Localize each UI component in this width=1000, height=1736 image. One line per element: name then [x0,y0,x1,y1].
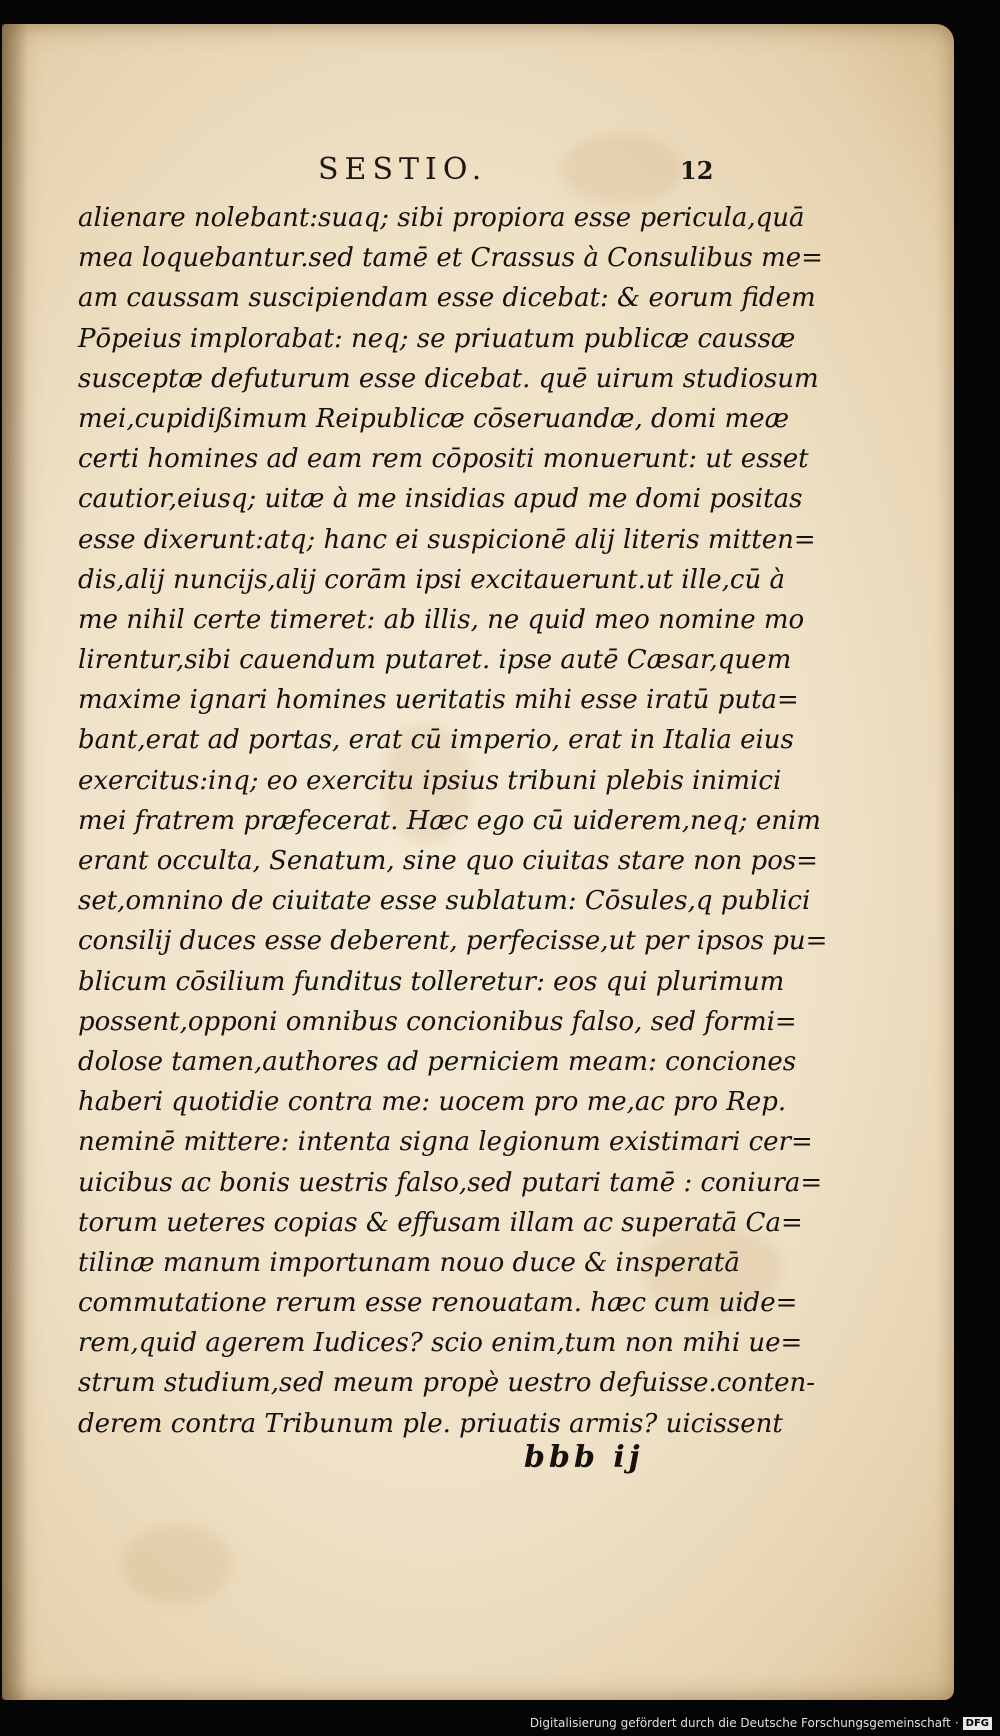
credit-text: Digitalisierung gefördert durch die Deutsche Forschungsgemeinschaft [529,1716,951,1730]
body-text [78,198,828,1444]
text-line: commutatione rerum esse renouatam. hæc cum uide= [78,1288,798,1319]
text-line: exercitus:inq; eo exercitu ipsius tribuni plebis inimici [78,765,782,796]
text-line: consilij duces esse deberent, perfecisse,ut per ipsos pu= [78,926,828,957]
text-line: susceptæ defuturum esse dicebat. quē uirum studiosum [78,363,819,394]
text-line: tilinæ manum importunam nouo duce & insperatā [78,1247,740,1278]
text-line: am caussam suscipiendam esse dicebat: & eorum fidem [78,283,816,314]
text-line: derem contra Tribunum ple. priuatis armis? uicissent [78,1408,783,1439]
text-line: mei fratrem præfecerat. Hæc ego cū uiderem,neq; enim [78,805,821,836]
text-line: mea loquebantur.sed tamē et Crassus à Consulibus me= [78,243,823,274]
signature-mark: bbb ij [524,1440,644,1475]
text-line: me nihil certe timeret: ab illis, ne quid meo nomine mo [78,604,805,635]
text-line: rem,quid agerem Iudices? scio enim,tum non mihi ue= [78,1328,803,1359]
text-line: set,omnino de ciuitate esse sublatum: Cōsules,q publici [78,886,811,917]
text-line: esse dixerunt:atq; hanc ei suspicionē alij literis mitten= [78,524,816,555]
text-line: dolose tamen,authores ad perniciem meam: conciones [78,1046,797,1077]
paper-stain [562,134,682,204]
text-line: alienare nolebant:suaq; sibi propiora esse pericula,quā [78,203,805,233]
text-line: certi homines ad eam rem cōpositi monuerunt: ut esset [78,444,809,475]
text-line: Pōpeius implorabat: neq; se priuatum publicæ caussæ [78,323,796,354]
text-line: maxime ignari homines ueritatis mihi esse iratū puta= [78,685,799,716]
text-line: lirentur,sibi cauendum putaret. ipse autē Cæsar,quem [78,645,792,676]
page-number: 12 [680,156,714,185]
text-line: erant occulta, Senatum, sine quo ciuitas stare non pos= [78,846,818,876]
text-line: uicibus ac bonis uestris falso,sed putari tamē : coniura= [78,1167,823,1198]
text-line: haberi quotidie contra me: uocem pro me,ac pro Rep. [78,1087,787,1118]
text-line: torum ueteres copias & effusam illam ac superatā Ca= [78,1207,803,1238]
text-line: mei,cupidißimum Reipublicæ cōseruandæ, domi meæ [78,403,790,434]
text-line: bant,erat ad portas, erat cū imperio, erat in Italia eius [78,725,794,756]
text-line: neminē mittere: intenta signa legionum existimari cer= [78,1127,813,1158]
running-head: SESTIO. [318,152,488,187]
paper-stain [122,1524,232,1604]
text-line: dis,alij nuncijs,alij corām ipsi excitauerunt.ut ille,cū à [78,564,785,595]
digitization-credit: Digitalisierung gefördert durch die Deutsche Forschungsgemeinschaft · DFG [530,1716,992,1730]
dfg-logo: DFG [963,1717,992,1730]
text-line: blicum cōsilium funditus tolleretur: eos qui plurimum [78,966,785,997]
text-line: cautior,eiusq; uitæ à me insidias apud me domi positas [78,484,803,515]
text-line: possent,opponi omnibus concionibus falso, sed formi= [78,1006,797,1037]
text-line: strum studium,sed meum propè uestro defuisse.conten- [78,1368,816,1399]
